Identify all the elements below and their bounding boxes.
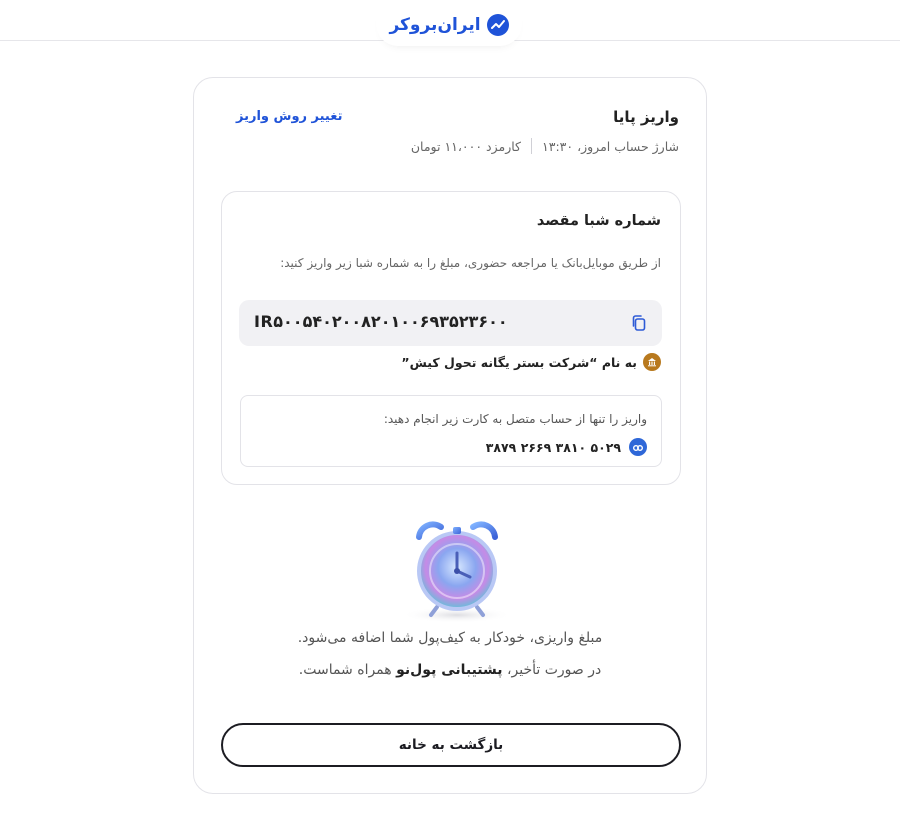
source-card-hint: واریز را تنها از حساب متصل به کارت زیر انجام دهید: [383,412,647,426]
fee-text: کارمزد ۱۱،۰۰۰ تومان [410,138,522,154]
account-owner: به نام “شرکت بستر یگانه تحول کیش” [401,354,637,370]
source-card-number: ۵۰۲۹ ۳۸۱۰ ۲۶۶۹ ۳۸۷۹ [485,439,621,455]
support-notice-suffix: همراه شماست. [298,662,397,678]
page-title: واریز پایا [613,108,679,126]
sheba-number-box [239,300,662,346]
deposit-card [193,77,707,794]
sheba-title: شماره شبا مقصد [536,213,661,229]
support-notice [194,662,706,678]
back-home-button[interactable]: بازگشت به خانه [221,723,681,767]
support-notice-prefix: در صورت تأخیر، [502,662,602,678]
sheba-panel [221,191,681,485]
charge-info-row [411,138,679,154]
brand-logo[interactable] [376,4,522,46]
source-card-box [240,395,662,467]
sheba-number: IR۵۰۰۵۴۰۲۰۰۸۲۰۱۰۰۶۹۳۵۲۳۶۰۰ [254,312,508,331]
divider [531,138,532,154]
charge-time: شارژ حساب امروز، ۱۳:۳۰ [542,138,679,154]
chart-trend-icon [487,14,509,36]
account-owner-row [401,353,661,371]
auto-credit-notice: مبلغ واریزی، خودکار به کیف‌پول شما اضافه می‌شود. [297,630,603,646]
change-method-link[interactable]: تغییر روش واریز [236,109,343,124]
source-card-row [486,438,647,456]
logo-text: ایران‌بروکر [389,15,481,35]
bank-building-icon [643,353,661,371]
alarm-clock-illustration [397,515,517,625]
sheba-description: از طریق موبایل‌بانک یا مراجعه حضوری، مبلغ را به شماره شبا زیر واریز کنید: [280,256,661,270]
bank-logo-icon [629,438,647,456]
support-link-text: پشتیبانی پول‌نو [396,662,503,678]
copy-icon[interactable] [628,312,650,334]
